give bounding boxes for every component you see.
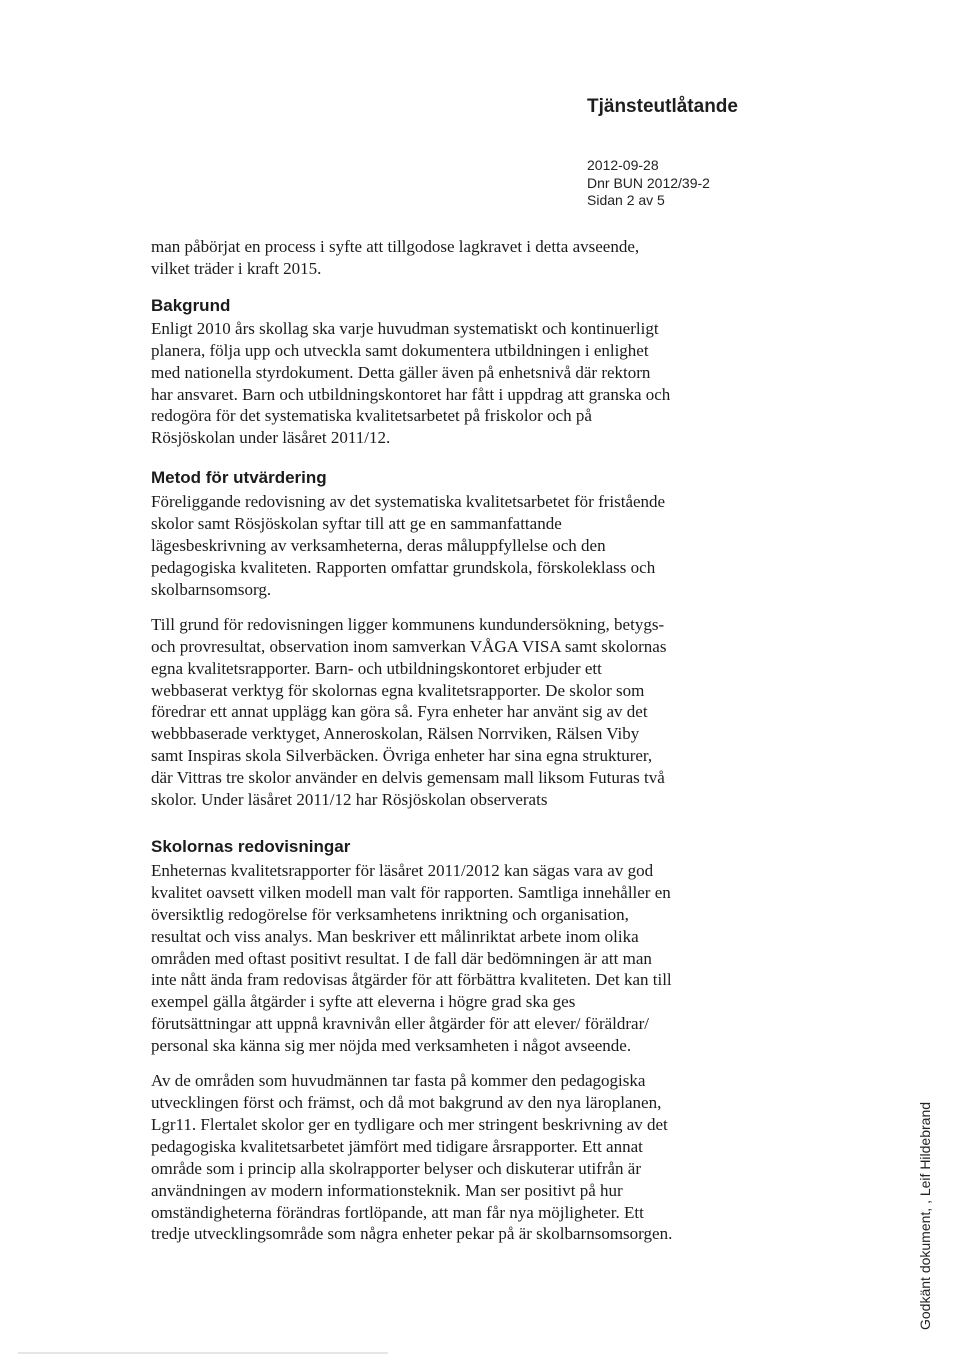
text-line: skolbarnsomsorg.: [151, 579, 272, 599]
text-line: webbbaserade verktyget, Anneroskolan, Rälsen Norrviken, Rälsen Viby: [151, 724, 640, 744]
document-type-title: Tjänsteutlåtande: [587, 96, 738, 117]
metod-paragraph-1: [151, 491, 751, 601]
scan-edge-divider: [18, 1352, 388, 1354]
text-line: samt Inspiras skola Silverbäcken. Övriga enheter har sina egna strukturer,: [151, 746, 653, 766]
text-line: egna kvalitetsrapporter. Barn- och utbildningskontoret erbjuder ett: [151, 658, 602, 678]
text-line: föredrar ett annat upplägg kan göra så. Fyra enheter har använt sig av det: [151, 702, 648, 722]
text-line: vilket träder i kraft 2015.: [151, 258, 322, 278]
text-line: skolor samt Rösjöskolan syftar till att ge en sammanfattande: [151, 514, 562, 534]
skolornas-paragraph-2: [151, 1070, 751, 1245]
document-meta: [587, 157, 710, 210]
text-line: område som i princip alla skolrapporter belyser och diskuterar utifrån är: [151, 1158, 641, 1178]
text-line: webbaserat verktyg för skolornas egna kvalitetsrapporter. De skolor som: [151, 680, 645, 700]
text-line: omständigheterna förändras fortlöpande, att man får nya möjligheter. Ett: [151, 1202, 644, 1222]
section-heading-metod: Metod för utvärdering: [151, 468, 327, 488]
section-heading-bakgrund: Bakgrund: [151, 295, 231, 315]
text-line: personal ska känna sig mer nöjda med verksamheten i något avseende.: [151, 1036, 632, 1056]
text-line: där Vittras tre skolor använder en delvis gemensam mall liksom Futuras två: [151, 768, 665, 788]
text-line: har ansvaret. Barn och utbildningskontoret har fått i uppdrag att granska och: [151, 384, 671, 404]
text-line: områden med oftast positivt resultat. I de fall där bedömningen är att man: [151, 948, 652, 968]
text-line: tredje utvecklingsområde som några enheter pekar på är skolbarnsomsorgen.: [151, 1224, 673, 1244]
document-date: 2012-09-28: [587, 157, 659, 173]
text-line: Rösjöskolan under läsåret 2011/12.: [151, 428, 391, 448]
text-line: inte nått ända fram redovisas åtgärder för att förbättra kvaliteten. Det kan till: [151, 970, 672, 990]
page-number: Sidan 2 av 5: [587, 192, 665, 208]
intro-paragraph: [151, 236, 751, 280]
text-line: skolor. Under läsåret 2011/12 har Rösjöskolan observerats: [151, 790, 548, 810]
text-line: pedagogiska kvalitetsarbetet jämfört med tidigare årsrapporter. Ett annat: [151, 1136, 643, 1156]
text-line: förutsättningar att uppnå kravnivån eller åtgärder för att elever/ föräldrar/: [151, 1014, 649, 1034]
text-line: resultat och viss analys. Man beskriver ett målinriktat arbete inom olika: [151, 926, 639, 946]
text-line: exempel gälla åtgärder i syfte att eleverna i högre grad ska ges: [151, 992, 576, 1012]
text-line: Föreliggande redovisning av det systematiska kvalitetsarbetet för fristående: [151, 492, 666, 512]
text-line: Av de områden som huvudmännen tar fasta på kommer den pedagogiska: [151, 1071, 646, 1091]
text-line: Lgr11. Flertalet skolor ger en tydligare och mer stringent beskrivning av det: [151, 1114, 668, 1134]
text-line: Till grund för redovisningen ligger kommunens kundundersökning, betygs-: [151, 614, 665, 634]
text-line: Enheternas kvalitetsrapporter för läsåret 2011/2012 kan sägas vara av god: [151, 860, 654, 880]
text-line: och provresultat, observation inom samverkan VÅGA VISA samt skolornas: [151, 636, 667, 656]
text-line: man påbörjat en process i syfte att tillgodose lagkravet i detta avseende,: [151, 237, 640, 256]
text-line: pedagogiska kvaliteten. Rapporten omfattar grundskola, förskoleklass och: [151, 557, 656, 577]
text-line: användningen av modern informationsteknik. Man ser positivt på hur: [151, 1180, 623, 1200]
text-line: lägesbeskrivning av verksamheterna, deras måluppfyllelse och den: [151, 536, 606, 556]
bakgrund-paragraph: [151, 318, 751, 449]
text-line: kvalitet oavsett vilken modell man valt för rapporten. Samtliga innehåller en: [151, 882, 671, 902]
text-line: utvecklingen först och främst, och då mot bakgrund av den nya läroplanen,: [151, 1093, 662, 1112]
document-body: [151, 236, 751, 1245]
approval-note: Godkänt dokument, , Leif Hildebrand: [917, 1101, 933, 1330]
document-dnr: Dnr BUN 2012/39-2: [587, 174, 710, 191]
text-line: redogöra för det systematiska kvalitetsarbetet på friskolor och på: [151, 406, 592, 426]
skolornas-paragraph-1: [151, 860, 751, 1057]
text-line: Enligt 2010 års skollag ska varje huvudman systematiskt och kontinuerligt: [151, 318, 659, 338]
text-line: planera, följa upp och utveckla samt dokumentera utbildningen i enlighet: [151, 340, 649, 360]
text-line: med nationella styrdokument. Detta gäller även på enhetsnivå där rektorn: [151, 362, 651, 382]
section-heading-skolornas: Skolornas redovisningar: [151, 836, 351, 856]
text-line: översiktlig redogörelse för verksamhetens inriktning och organisation,: [151, 904, 629, 924]
metod-paragraph-2: [151, 614, 751, 811]
